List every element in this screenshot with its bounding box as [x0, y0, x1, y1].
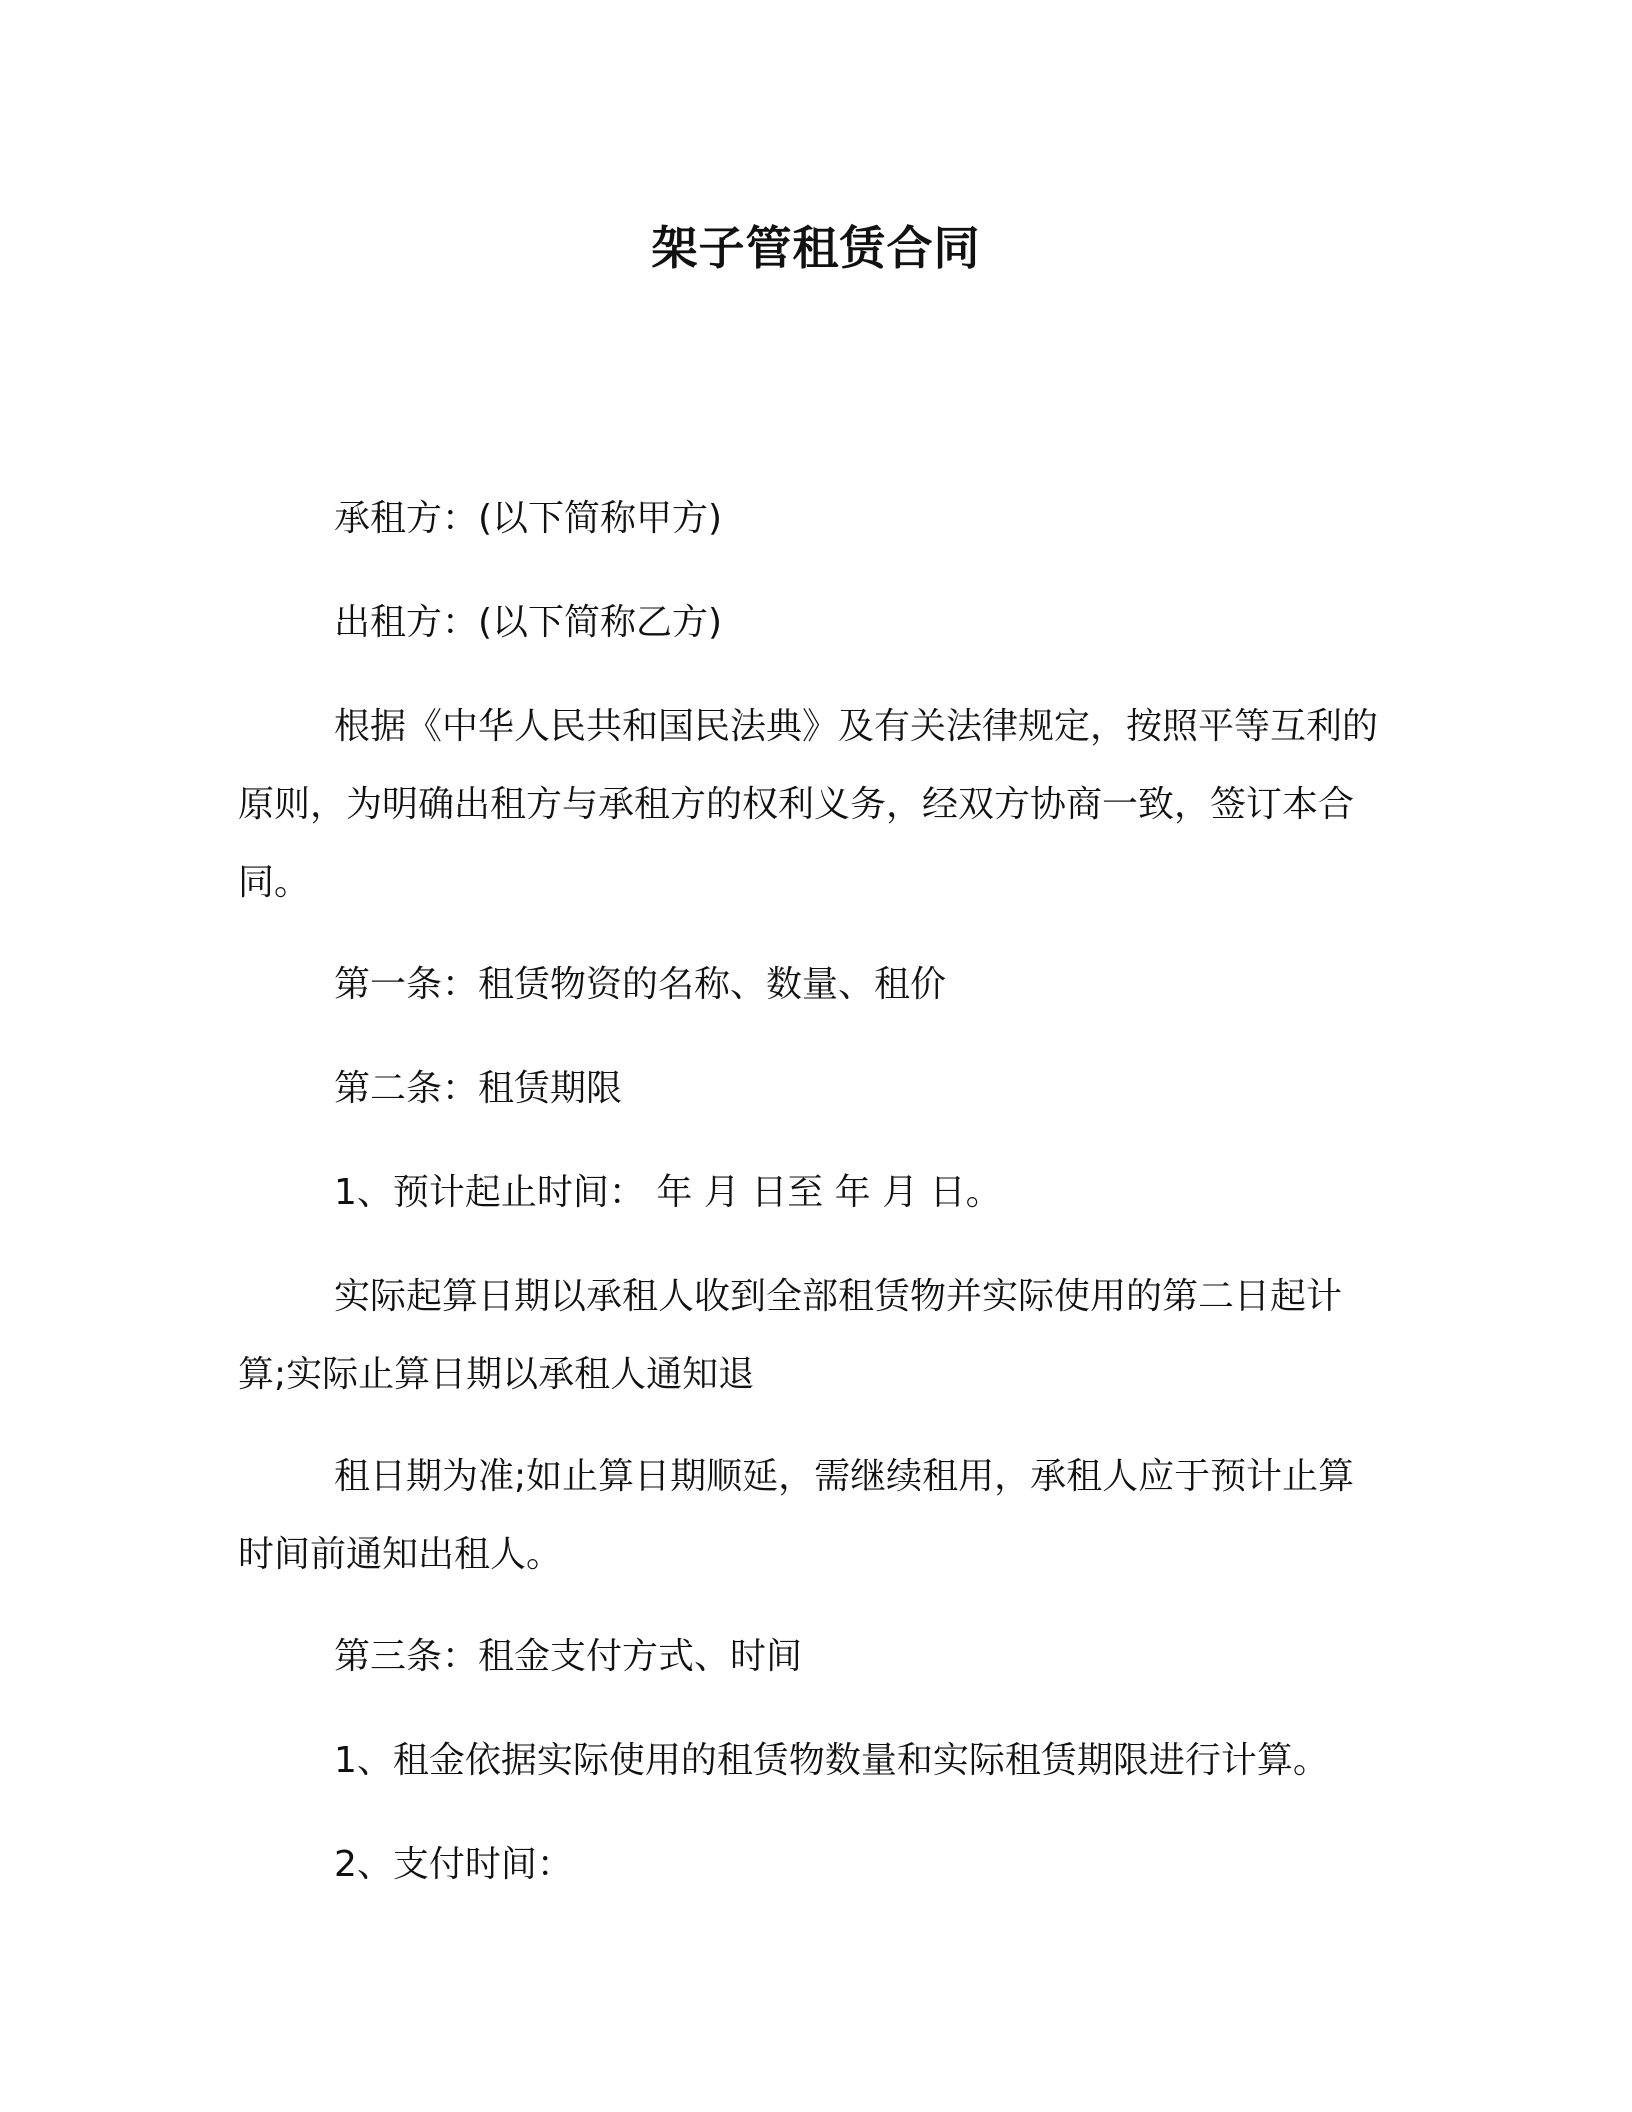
lease-term-item-1: 1、预计起止时间： 年 月 日至 年 月 日。: [334, 1172, 1002, 1213]
article-3-heading: 第三条：租金支付方式、时间: [334, 1636, 803, 1677]
document-title: 架子管租赁合同: [651, 221, 981, 275]
article-1-heading: 第一条：租赁物资的名称、数量、租价: [334, 964, 947, 1005]
lessee-line: 承租方：(以下简称甲方): [334, 498, 723, 539]
rent-item-2: 2、支付时间：: [334, 1844, 573, 1885]
actual-start-paragraph: 实际起算日期以承租人收到全部租赁物并实际使用的第二日起计算;实际止算日期以承租人通知退: [238, 1276, 1343, 1395]
lessor-line: 出租方：(以下简称乙方): [334, 602, 723, 643]
preamble-paragraph: 根据《中华人民共和国民法典》及有关法律规定，按照平等互利的原则，为明确出租方与承租方的权利义务，经双方协商一致，签订本合同。: [238, 706, 1379, 903]
article-2-heading: 第二条：租赁期限: [334, 1068, 623, 1109]
rent-item-1: 1、租金依据实际使用的租赁物数量和实际租赁期限进行计算。: [334, 1740, 1329, 1781]
end-date-paragraph: 租日期为准;如止算日期顺延，需继续租用，承租人应于预计止算时间前通知出租人。: [238, 1456, 1355, 1575]
